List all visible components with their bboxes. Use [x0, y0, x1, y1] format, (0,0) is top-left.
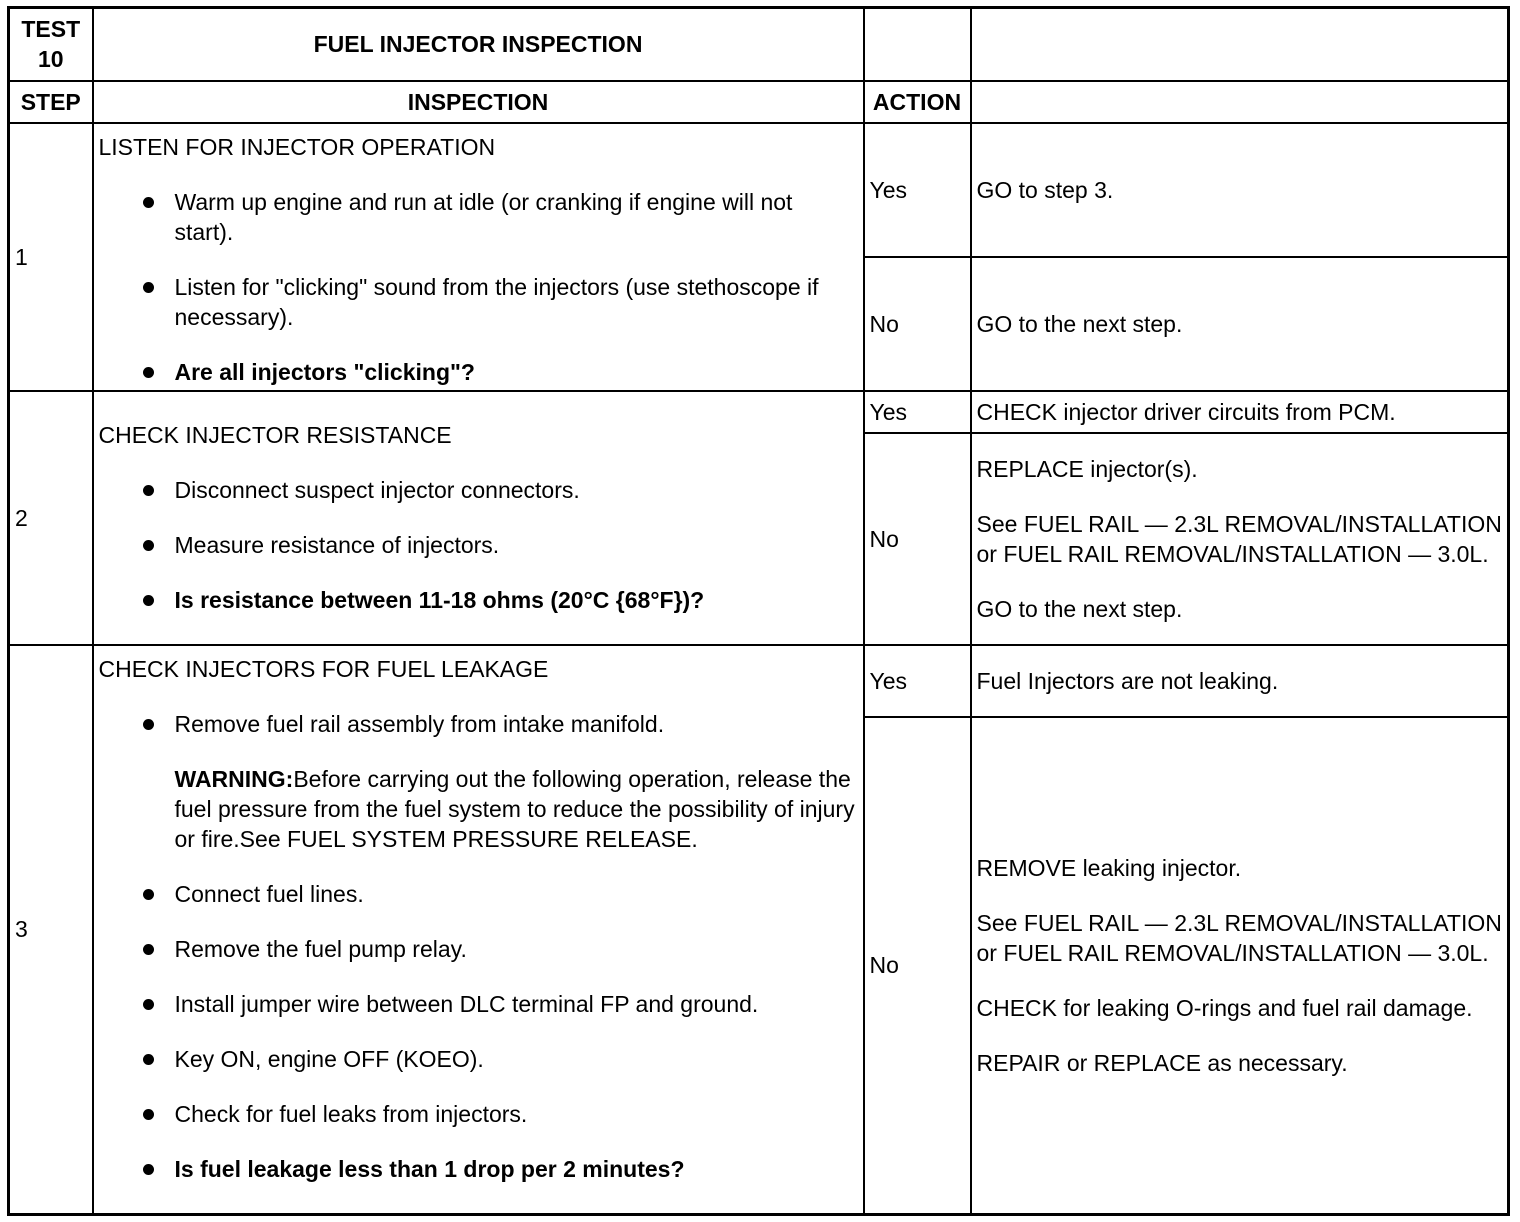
bullet-text: Listen for "clicking" sound from the injectors (use stethoscope if necessary). — [174, 273, 819, 330]
bullet-item — [99, 989, 858, 1019]
action-result: GO to step 3. — [971, 123, 1509, 257]
bullet-text: Check for fuel leaks from injectors. — [174, 1100, 528, 1127]
warning-note — [175, 764, 858, 854]
action-result: REPLACE injector(s). See FUEL RAIL — 2.3L REMOVAL/INSTALLATION or FUEL RAIL REMOVAL/INSTALLATION — 3.0L. GO to the next step. — [971, 433, 1509, 645]
bullet-text: Measure resistance of injectors. — [174, 532, 500, 558]
step-2-inspection — [93, 391, 864, 645]
step-number: 3 — [9, 645, 93, 1215]
warning-text: Before carrying out the following operation, release the fuel pressure from the fuel system to reduce the possibility of injury or fire.See FUEL SYSTEM PRESSURE RELEASE. — [174, 765, 855, 852]
bullet-item — [99, 1099, 858, 1129]
step-number: 2 — [9, 391, 93, 645]
step-title: LISTEN FOR INJECTOR OPERATION — [98, 133, 496, 160]
action-answer-no: No — [864, 433, 971, 645]
page-title: FUEL INJECTOR INSPECTION — [93, 8, 864, 81]
bullet-item — [99, 879, 858, 909]
action-result: CHECK injector driver circuits from PCM. — [971, 391, 1509, 433]
column-header-action: ACTION — [864, 81, 971, 123]
empty-header-cell — [971, 81, 1509, 123]
bullet-question — [99, 1154, 858, 1184]
bullet-item — [99, 530, 858, 560]
action-answer-yes: Yes — [864, 645, 971, 717]
action-result: Fuel Injectors are not leaking. — [971, 645, 1509, 717]
step-1-inspection — [93, 123, 864, 391]
column-header-inspection: INSPECTION — [93, 81, 864, 123]
bullet-item — [99, 934, 858, 964]
bullet-question — [99, 357, 858, 387]
action-answer-no: No — [864, 717, 971, 1215]
bullet-text: Remove the fuel pump relay. — [174, 935, 467, 962]
inspection-table — [7, 6, 1510, 1216]
bullet-text: Is resistance between 11-18 ohms (20°C {68°F})? — [174, 587, 705, 613]
action-answer-yes: Yes — [864, 391, 971, 433]
step-3-inspection — [93, 645, 864, 1215]
warning-label: WARNING: — [174, 765, 294, 792]
empty-header-cell — [864, 8, 971, 81]
action-answer-no: No — [864, 257, 971, 391]
step-title: CHECK INJECTORS FOR FUEL LEAKAGE — [98, 655, 549, 682]
bullet-item — [99, 709, 858, 854]
bullet-item — [99, 187, 858, 247]
bullet-item — [99, 272, 858, 332]
step-number: 1 — [9, 123, 93, 391]
header-row-columns — [9, 81, 1509, 123]
bullet-item — [99, 475, 858, 505]
step-2-row-yes — [9, 391, 1509, 433]
action-answer-yes: Yes — [864, 123, 971, 257]
bullet-text: Install jumper wire between DLC terminal FP and ground. — [174, 990, 759, 1017]
bullet-text: Warm up engine and run at idle (or cranking if engine will not start). — [174, 188, 793, 245]
bullet-text: Remove fuel rail assembly from intake manifold. — [174, 710, 665, 737]
test-number: 10 — [37, 46, 64, 73]
bullet-text: Disconnect suspect injector connectors. — [174, 477, 580, 503]
test-label: TEST — [21, 16, 81, 43]
action-result: GO to the next step. — [971, 257, 1509, 391]
bullet-item — [99, 1044, 858, 1074]
bullet-text: Key ON, engine OFF (KOEO). — [174, 1045, 484, 1072]
bullet-text: Connect fuel lines. — [174, 880, 364, 907]
step-title: CHECK INJECTOR RESISTANCE — [98, 422, 452, 448]
action-result: REMOVE leaking injector. See FUEL RAIL — 2.3L REMOVAL/INSTALLATION or FUEL RAIL REMOVAL/INSTALLATION — 3.0L. CHECK for leaking O-rings and fuel rail damage. REPAIR or REPLACE as necessary. — [971, 717, 1509, 1215]
empty-header-cell — [971, 8, 1509, 81]
column-header-step: STEP — [9, 81, 93, 123]
step-3-row-yes — [9, 645, 1509, 717]
bullet-text: Is fuel leakage less than 1 drop per 2 minutes? — [174, 1155, 685, 1182]
test-label-cell — [9, 8, 93, 81]
header-row-title — [9, 8, 1509, 81]
step-1-row-yes — [9, 123, 1509, 257]
bullet-text: Are all injectors "clicking"? — [174, 358, 475, 385]
bullet-question — [99, 585, 858, 615]
